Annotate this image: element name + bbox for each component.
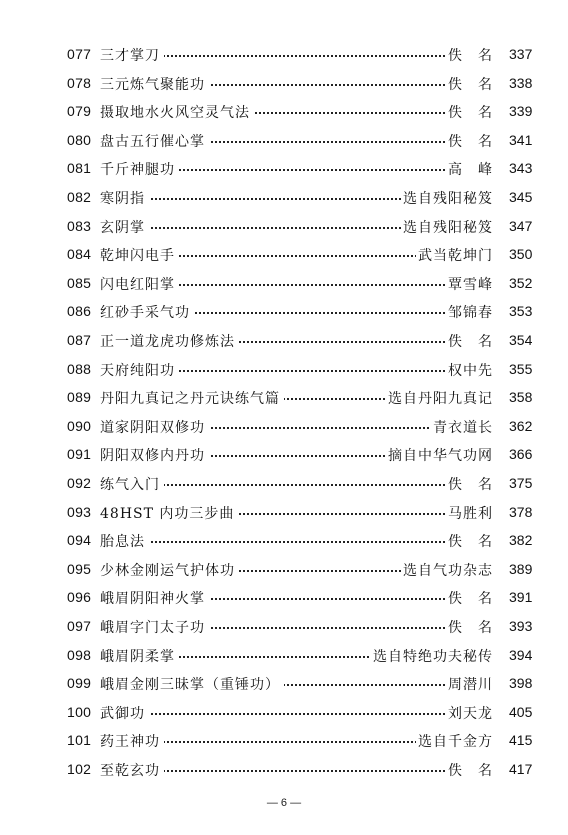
toc-entry[interactable] <box>0 154 568 182</box>
entry-page-number: 350 <box>509 246 533 263</box>
toc-entry[interactable] <box>0 669 568 697</box>
entry-title: 阴阳双修内丹功 <box>100 445 209 465</box>
entry-number: 087 <box>67 332 92 348</box>
entry-source: 马胜利 <box>446 503 493 523</box>
entry-title: 天府纯阳功 <box>100 360 179 380</box>
entry-title: 盘古五行催心掌 <box>100 131 209 151</box>
entry-title: 武御功 <box>100 703 149 723</box>
toc-entry[interactable] <box>0 440 568 468</box>
entry-source: 佚 名 <box>446 531 493 551</box>
entry-page-number: 382 <box>509 532 533 549</box>
entry-source: 选自丹阳九真记 <box>386 388 493 408</box>
entry-page-number: 347 <box>509 217 533 234</box>
entry-source: 选自特绝功夫秘传 <box>371 646 493 666</box>
entry-page-number: 362 <box>509 417 533 434</box>
entry-title: 正一道龙虎功修炼法 <box>100 331 239 351</box>
entry-number: 101 <box>67 732 92 749</box>
entry-number: 086 <box>67 303 92 320</box>
entry-source: 摘自中华气功网 <box>386 445 493 465</box>
toc-entry[interactable] <box>0 183 568 211</box>
entry-page-number: 338 <box>509 74 533 91</box>
entry-title: 千斤神腿功 <box>100 159 179 179</box>
entry-title: 48HST 内功三步曲 <box>100 503 238 523</box>
entry-title: 少林金刚运气护体功 <box>100 560 239 580</box>
entry-title: 三元炼气聚能功 <box>100 74 209 94</box>
entry-page-number: 375 <box>509 475 533 491</box>
entry-source: 权中先 <box>446 360 493 380</box>
toc-entry[interactable] <box>0 612 568 640</box>
entry-source: 佚 名 <box>446 617 493 637</box>
entry-page-number: 341 <box>509 131 533 148</box>
entry-page-number: 417 <box>509 761 533 777</box>
entry-source: 周潜川 <box>446 674 493 694</box>
entry-page-number: 394 <box>509 646 533 663</box>
entry-title: 三才掌刀 <box>100 45 164 65</box>
entry-number: 092 <box>67 475 92 491</box>
entry-number: 102 <box>67 761 92 777</box>
entry-source: 刘天龙 <box>446 703 493 723</box>
entry-page-number: 343 <box>509 160 533 177</box>
entry-page-number: 358 <box>509 389 533 406</box>
entry-source: 选自气功杂志 <box>401 560 493 580</box>
toc-entry[interactable] <box>0 326 568 354</box>
entry-title: 丹阳九真记之丹元诀练气篇 <box>100 388 284 408</box>
entry-number: 093 <box>67 503 92 520</box>
toc-entry[interactable] <box>0 641 568 669</box>
entry-number: 090 <box>67 417 92 434</box>
entry-source: 佚 名 <box>446 331 493 351</box>
entry-page-number: 391 <box>509 589 533 606</box>
toc-entry[interactable] <box>0 269 568 297</box>
entry-title: 摄取地水火风空灵气法 <box>100 102 254 122</box>
entry-page-number: 337 <box>509 46 533 62</box>
dot-leader <box>104 713 472 715</box>
entry-page-number: 355 <box>509 360 533 377</box>
toc-entry[interactable] <box>0 126 568 154</box>
entry-page-number: 415 <box>509 732 533 749</box>
entry-number: 095 <box>67 560 92 577</box>
entry-title: 峨眉金刚三昧掌（重锤功） <box>100 674 284 694</box>
entry-number: 085 <box>67 274 92 291</box>
entry-number: 080 <box>67 131 92 148</box>
toc-entry[interactable] <box>0 698 568 726</box>
entry-number: 097 <box>67 618 92 634</box>
toc-entry[interactable] <box>0 240 568 268</box>
toc-entry[interactable] <box>0 555 568 583</box>
entry-number: 078 <box>67 74 92 91</box>
toc-entry[interactable] <box>0 97 568 125</box>
entry-title: 闪电红阳掌 <box>100 274 179 294</box>
entry-title: 峨眉阴阳神火掌 <box>100 588 209 608</box>
page-footer: — 6 — <box>266 797 302 809</box>
dot-leader <box>104 541 472 543</box>
entry-page-number: 353 <box>509 303 533 320</box>
entry-number: 091 <box>67 446 92 463</box>
entry-number: 081 <box>67 160 92 177</box>
entry-title: 红砂手采气功 <box>100 302 194 322</box>
entry-page-number: 405 <box>509 703 533 720</box>
entry-title: 峨眉阴柔掌 <box>100 646 179 666</box>
entry-page-number: 339 <box>509 103 533 120</box>
entry-source: 佚 名 <box>446 588 493 608</box>
entry-title: 药王神功 <box>100 731 164 751</box>
entry-page-number: 354 <box>509 332 533 348</box>
toc-entry[interactable] <box>0 355 568 383</box>
entry-number: 100 <box>67 703 92 720</box>
entry-source: 佚 名 <box>446 45 493 65</box>
entry-number: 089 <box>67 389 92 406</box>
toc-entry[interactable] <box>0 498 568 526</box>
entry-title: 练气入门 <box>100 474 164 494</box>
entry-page-number: 345 <box>509 189 533 205</box>
entry-number: 098 <box>67 646 92 663</box>
entry-source: 选自千金方 <box>416 731 493 751</box>
entry-page-number: 352 <box>509 274 533 291</box>
entry-number: 099 <box>67 675 92 692</box>
toc-entry[interactable] <box>0 583 568 611</box>
toc-entry[interactable] <box>0 69 568 97</box>
toc-entry[interactable] <box>0 726 568 754</box>
entry-page-number: 378 <box>509 503 533 520</box>
toc-entry[interactable] <box>0 412 568 440</box>
toc-entry[interactable] <box>0 297 568 325</box>
toc-entry[interactable] <box>0 383 568 411</box>
entry-page-number: 366 <box>509 446 533 463</box>
entry-source: 佚 名 <box>446 474 493 494</box>
entry-page-number: 393 <box>509 618 533 634</box>
entry-source: 佚 名 <box>446 760 493 780</box>
entry-title: 至乾玄功 <box>100 760 164 780</box>
entry-page-number: 389 <box>509 560 533 577</box>
entry-number: 088 <box>67 360 92 377</box>
entry-source: 覃雪峰 <box>446 274 493 294</box>
entry-title: 乾坤闪电手 <box>100 245 179 265</box>
entry-title: 寒阴指 <box>100 188 149 208</box>
entry-number: 082 <box>67 189 92 205</box>
entry-title: 玄阴掌 <box>100 217 149 237</box>
entry-source: 佚 名 <box>446 74 493 94</box>
entry-source: 高 峰 <box>446 159 493 179</box>
entry-number: 077 <box>67 46 92 62</box>
entry-number: 084 <box>67 246 92 263</box>
entry-source: 佚 名 <box>446 131 493 151</box>
entry-title: 道家阴阳双修功 <box>100 417 209 437</box>
toc-entry[interactable] <box>0 40 568 68</box>
toc-entry[interactable] <box>0 212 568 240</box>
entry-source: 选自残阳秘笈 <box>401 217 493 237</box>
toc-entry[interactable] <box>0 469 568 497</box>
entry-source: 邹锦春 <box>446 302 493 322</box>
entry-source: 青衣道长 <box>431 417 493 437</box>
toc-entry[interactable] <box>0 755 568 783</box>
entry-number: 079 <box>67 103 92 120</box>
entry-source: 武当乾坤门 <box>416 245 493 265</box>
entry-title: 峨眉字门太子功 <box>100 617 209 637</box>
entry-page-number: 398 <box>509 675 533 692</box>
entry-number: 083 <box>67 217 92 234</box>
entry-source: 佚 名 <box>446 102 493 122</box>
toc-entry[interactable] <box>0 526 568 554</box>
entry-number: 096 <box>67 589 92 606</box>
entry-number: 094 <box>67 532 92 549</box>
entry-source: 选自残阳秘笈 <box>401 188 493 208</box>
entry-title: 胎息法 <box>100 531 149 551</box>
